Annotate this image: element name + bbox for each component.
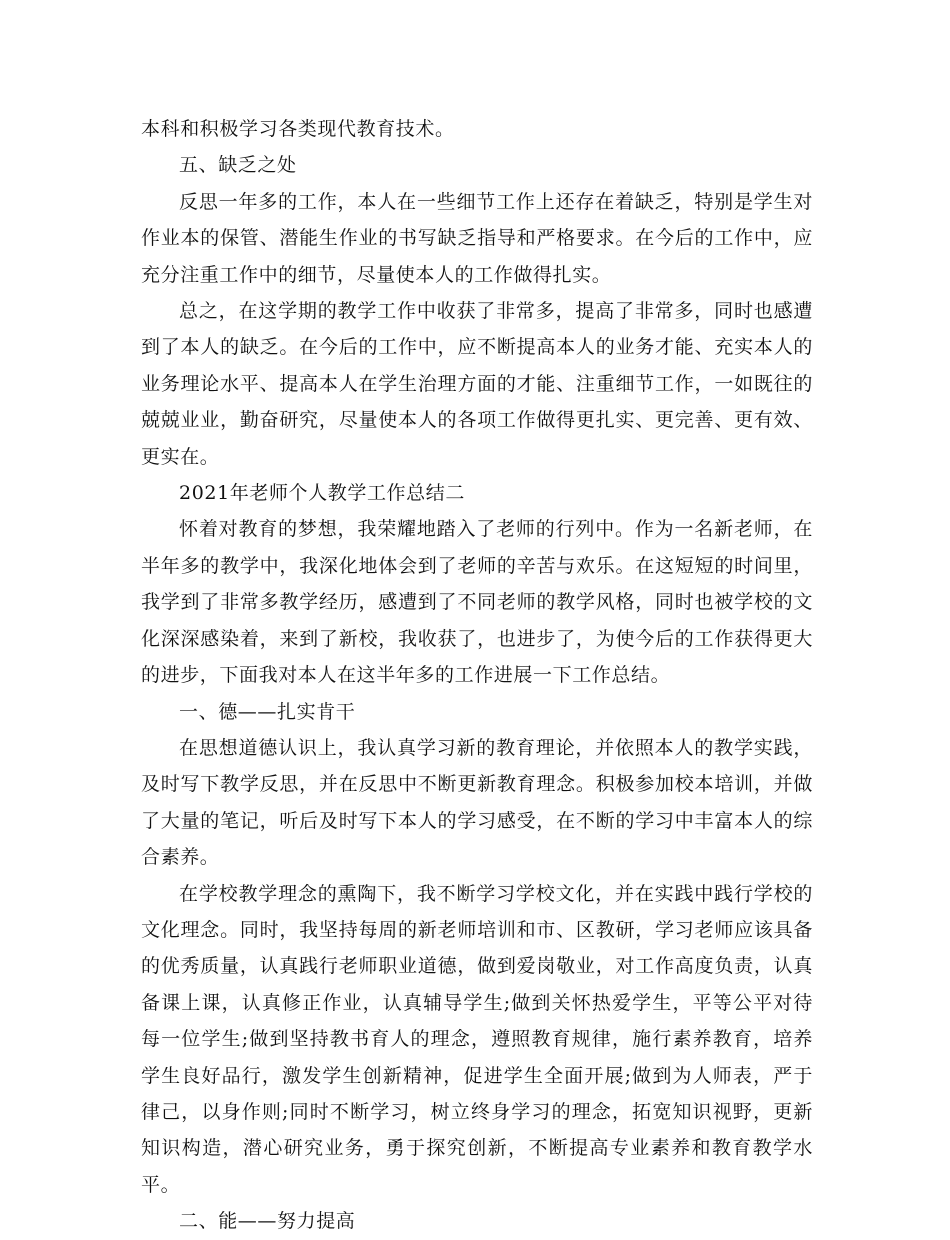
document-title-summary-two: 2021年老师个人教学工作总结二 — [179, 482, 465, 505]
section-heading-shortcomings: 五、缺乏之处 — [179, 154, 297, 177]
paragraph-moral-study: 在思想道德认识上，我认真学习新的教育理论，并依照本人的教学实践，及时写下教学反思，并在反思中不断更新教育理念。积极参加校本培训，并做了大量的笔记，听后及时写下本人的学习感受，在不断的学习中丰富本人的综合素养。 — [141, 736, 813, 869]
paragraph-reflection: 反思一年多的工作，本人在一些细节工作上还存在着缺乏，特别是学生对作业本的保管、潜能生作业的书写缺乏指导和严格要求。在今后的工作中，应充分注重工作中的细节，尽量使本人的工作做得扎实。 — [141, 190, 813, 286]
paragraph-conclusion: 总之，在这学期的教学工作中收获了非常多，提高了非常多，同时也感遭到了本人的缺乏。在今后的工作中，应不断提高本人的业务才能、充实本人的业务理论水平、提高本人在学生治理方面的才能、注重细节工作，一如既往的兢兢业业，勤奋研究，尽量使本人的各项工作做得更扎实、更完善、更有效、更实在。 — [141, 300, 813, 468]
section-heading-morality: 一、德——扎实肯干 — [179, 700, 356, 723]
paragraph-continuation: 本科和积极学习各类现代教育技术。 — [141, 118, 455, 140]
paragraph-introduction: 怀着对教育的梦想，我荣耀地踏入了老师的行列中。作为一名新老师，在半年多的教学中，我深化地体会到了老师的辛苦与欢乐。在这短短的时间里，我学到了非常多教学经历，感遭到了不同老师的教学风格，同时也被学校的文化深深感染着，来到了新校，我收获了，也进步了，为使今后的工作获得更大的进步，下面我对本人在这半年多的工作进展一下工作总结。 — [141, 518, 813, 687]
paragraph-school-culture: 在学校教学理念的熏陶下，我不断学习学校文化，并在实践中践行学校的文化理念。同时，我坚持每周的新老师培训和市、区教研，学习老师应该具备的优秀质量，认真践行老师职业道德，做到爱岗敬业，对工作高度负责，认真备课上课，认真修正作业，认真辅导学生;做到关怀热爱学生，平等公平对待每一位学生;做到坚持教书育人的理念，遵照教育规律，施行素养教育，培养学生良好品行，激发学生创新精神，促进学生全面开展;做到为人师表，严于律己，以身作则;同时不断学习，树立终身学习的理念，拓宽知识视野，更新知识构造，潜心研究业务，勇于探究创新，不断提高专业素养和教育教学水平。 — [141, 882, 813, 1196]
document-body — [141, 111, 813, 1240]
section-heading-ability: 二、能——努力提高 — [179, 1210, 356, 1233]
